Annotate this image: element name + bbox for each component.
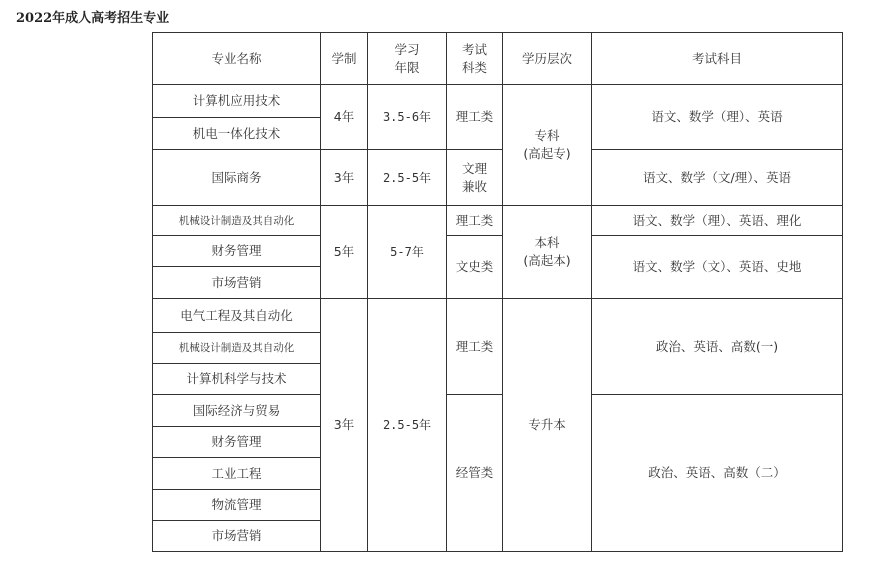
level-cell: 专升本	[503, 299, 592, 552]
study-years-cell: 2.5-5年	[368, 150, 447, 206]
major-cell: 电气工程及其自动化	[153, 299, 321, 333]
major-cell: 财务管理	[153, 427, 321, 458]
major-cell: 机电一体化技术	[153, 118, 321, 150]
majors-table	[152, 32, 843, 552]
study-years-cell: 2.5-5年	[368, 299, 447, 552]
table-row	[153, 299, 843, 333]
major-cell: 机械设计制造及其自动化	[153, 333, 321, 364]
header-level: 学历层次	[503, 33, 592, 85]
subjects-cell: 语文、数学（理）、英语、理化	[592, 206, 843, 236]
header-category: 考试 科类	[447, 33, 503, 85]
duration-cell: 3年	[321, 299, 368, 552]
table-row	[153, 150, 843, 206]
level-cell: 本科 (高起本)	[503, 206, 592, 299]
major-cell: 计算机科学与技术	[153, 364, 321, 395]
header-row	[153, 33, 843, 85]
major-cell: 国际商务	[153, 150, 321, 206]
major-cell: 国际经济与贸易	[153, 395, 321, 427]
subjects-cell: 语文、数学（理）、英语	[592, 85, 843, 150]
study-years-cell: 5-7年	[368, 206, 447, 299]
major-cell: 财务管理	[153, 236, 321, 267]
header-duration: 学制	[321, 33, 368, 85]
subjects-cell: 政治、英语、高数(一)	[592, 299, 843, 395]
major-cell: 物流管理	[153, 490, 321, 521]
header-study-years: 学习 年限	[368, 33, 447, 85]
major-cell: 计算机应用技术	[153, 85, 321, 118]
table-row	[153, 85, 843, 118]
table-row	[153, 206, 843, 236]
duration-cell: 5年	[321, 206, 368, 299]
category-cell: 文理 兼收	[447, 150, 503, 206]
duration-cell: 4年	[321, 85, 368, 150]
category-cell: 理工类	[447, 299, 503, 395]
header-subjects: 考试科目	[592, 33, 843, 85]
header-major: 专业名称	[153, 33, 321, 85]
subjects-cell: 政治、英语、高数（二）	[592, 395, 843, 552]
category-cell: 文史类	[447, 236, 503, 299]
page-title: 2022年成人高考招生专业	[16, 11, 170, 26]
table-row	[153, 395, 843, 427]
level-cell: 专科 (高起专)	[503, 85, 592, 206]
table-row	[153, 236, 843, 267]
category-cell: 理工类	[447, 206, 503, 236]
major-cell: 市场营销	[153, 521, 321, 552]
subjects-cell: 语文、数学（文）、英语、史地	[592, 236, 843, 299]
subjects-cell: 语文、数学（文/理）、英语	[592, 150, 843, 206]
category-cell: 经管类	[447, 395, 503, 552]
study-years-cell: 3.5-6年	[368, 85, 447, 150]
category-cell: 理工类	[447, 85, 503, 150]
major-cell: 工业工程	[153, 458, 321, 490]
duration-cell: 3年	[321, 150, 368, 206]
major-cell: 机械设计制造及其自动化	[153, 206, 321, 236]
major-cell: 市场营销	[153, 267, 321, 299]
